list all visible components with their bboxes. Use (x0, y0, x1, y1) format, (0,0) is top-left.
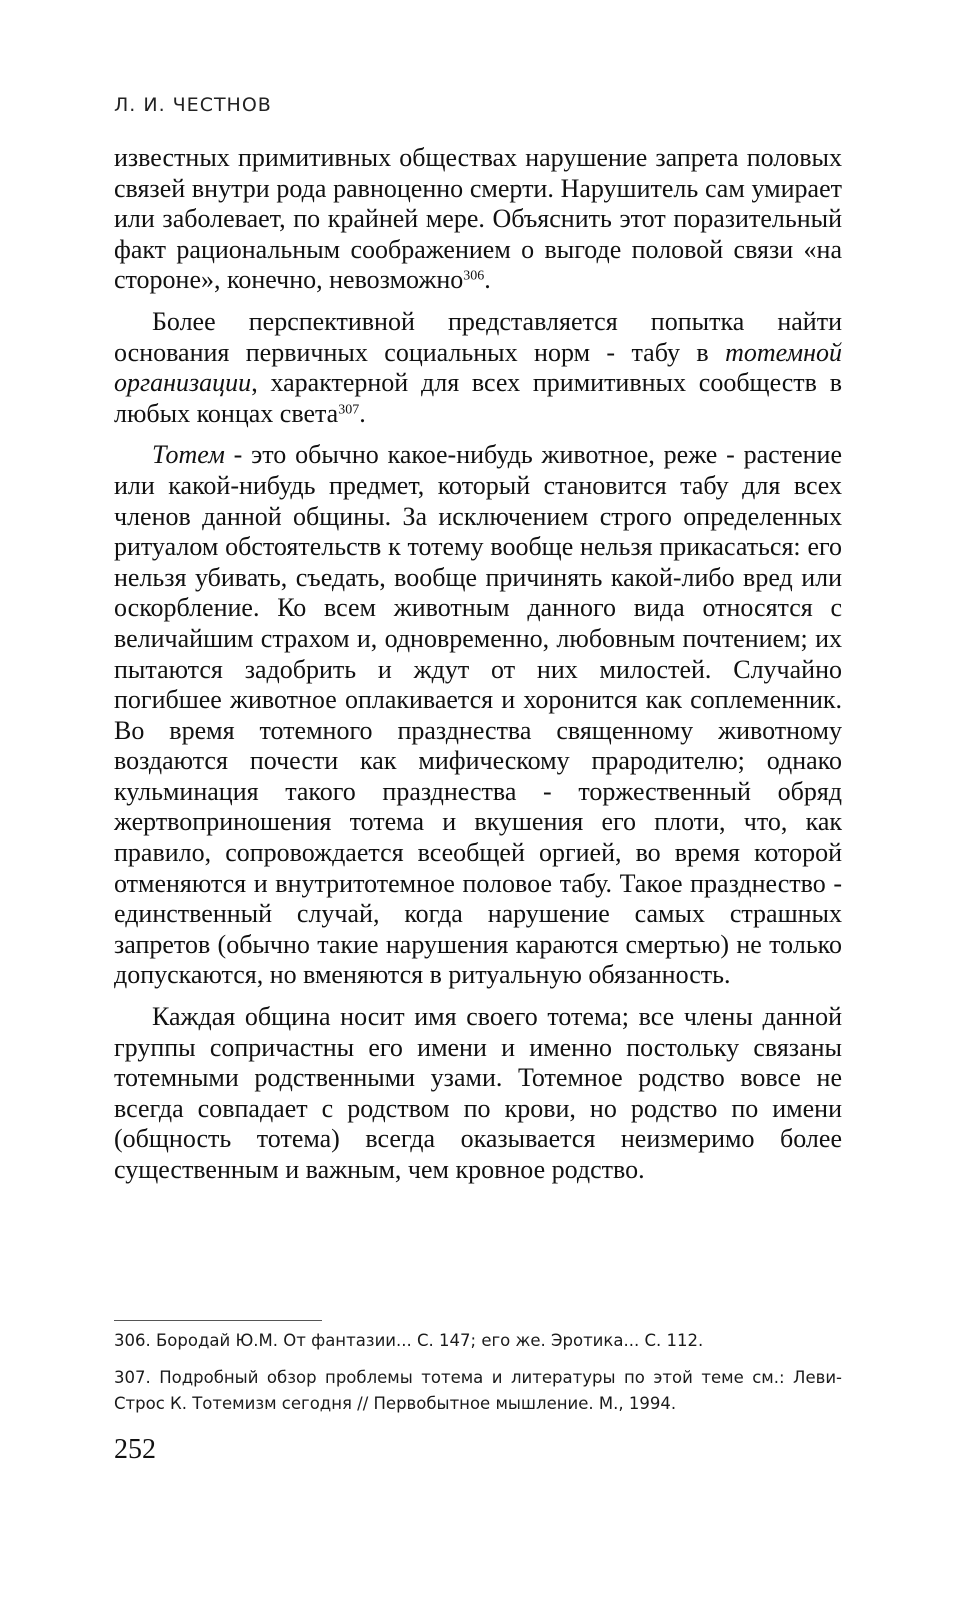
italic-term: Тотем (152, 440, 225, 470)
footnote-reference: 306 (463, 268, 485, 284)
paragraph: Более перспективной представляется попытка найти основания первичных социальных норм - табу в тотемной организации, характерной для всех примитивных сообществ в любых концах света$^{307}$. (114, 306, 842, 428)
paragraph: Каждая община носит имя своего тотема; все члены данной группы сопричастны его имени и именно постольку связаны тотемными родственными узами. Тотемное родство вовсе не всегда совпадает с родством по крови, но родство по имени (общность тотема) всегда оказывается неизмеримо более существенным и важным, чем кровное родство. (114, 1002, 842, 1184)
italic-term: тотемной организации (114, 337, 842, 398)
running-head: Л. И. ЧЕСТНОВ (114, 94, 272, 116)
paragraph: известных примитивных обществах нарушение запрета половых связей внутри рода равноценно смерти. Нарушитель сам умирает или заболевает, по крайней мере. Объяснить этот поразительный факт рациональным соображением о выгоде половой связи «на стороне», конечно, невозможно$^{306}$. (114, 143, 842, 295)
body-text (114, 143, 842, 1197)
footnote-307: 307. Подробный обзор проблемы тотема и литературы по этой теме см.: Леви-Строс К. Тотемизм сегодня // Первобытное мышление. М., 1994. (114, 1368, 842, 1413)
paragraph: Тотем - это обычно какое-нибудь животное, реже - растение или какой-нибудь предмет, который становится табу для всех членов данной общины. За исключением строго определенных ритуалом обстоятельств к тотему вообще нельзя прикасаться: его нельзя убивать, съедать, вообще причинять какой-либо вред или оскорбление. Ко всем животным данного вида относятся с величайшим страхом и, одновременно, любовным почтением; их пытаются задобрить и ждут от них милостей. Случайно погибшее животное оплакивается и хоронится как соплеменник. Во время тотемного празднества священному животному воздаются почести как мифическому прародителю; однако кульминация такого празднества - торжественный обряд жертвоприношения тотема и вкушения его плоти, что, как правило, сопровождается всеобщей оргией, во время которой отменяются и внутритотемное половое табу. Такое празднество - единственный случай, когда нарушение самых страшных запретов (обычно такие нарушения караются смертью) не только допускаются, но вменяются в ритуальную обязанность. (114, 440, 842, 990)
footnote-306: 306. Бородай Ю.М. От фантазии... С. 147; его же. Эротика... С. 112. (114, 1331, 704, 1350)
footnote-divider (114, 1320, 322, 1321)
footnote-reference: 307 (338, 402, 360, 418)
page-number: 252 (114, 1434, 156, 1465)
footnotes (114, 1328, 842, 1428)
book-page (114, 0, 842, 1600)
